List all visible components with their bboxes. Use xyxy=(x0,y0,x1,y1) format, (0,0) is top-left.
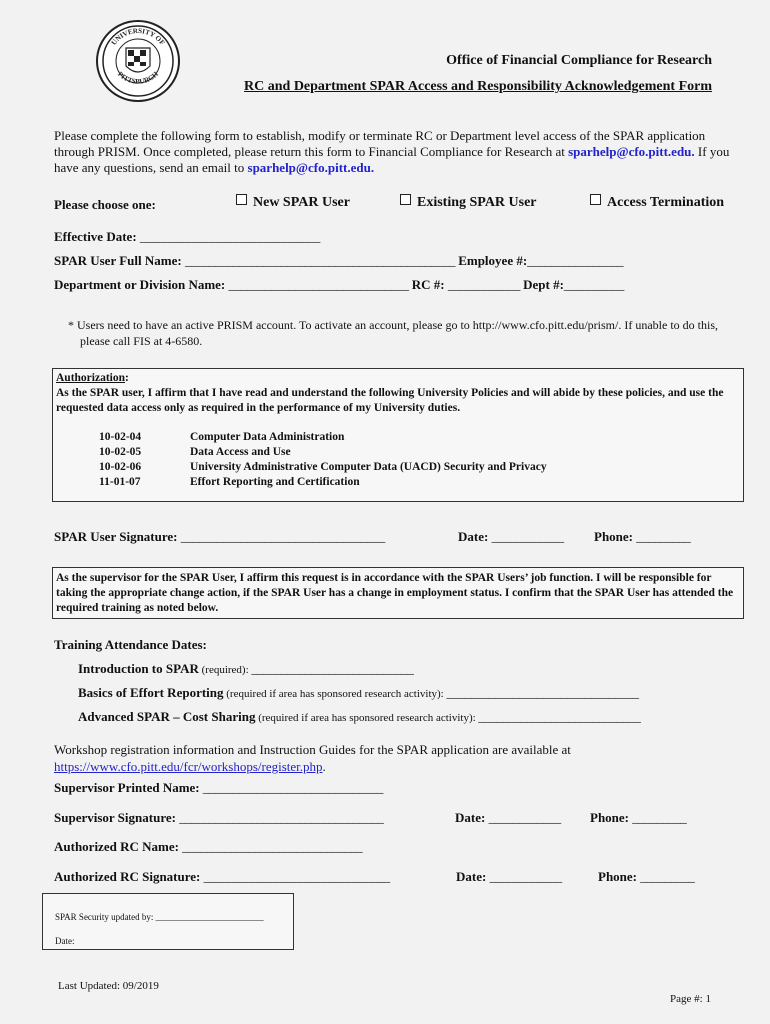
rc-name-row xyxy=(54,839,362,855)
training-blank[interactable]: ___________________________ xyxy=(251,661,414,676)
option-label: Access Termination xyxy=(607,195,725,210)
authorization-colon: : xyxy=(125,372,129,384)
policy-name: Data Access and Use xyxy=(190,446,291,458)
policy-codes xyxy=(99,430,141,490)
form-title: RC and Department SPAR Access and Responsibility Acknowledgement Form xyxy=(244,79,712,94)
workshop-link[interactable]: https://www.cfo.pitt.edu/fcr/workshops/register.php xyxy=(54,759,323,774)
authorization-text-block xyxy=(56,371,740,416)
policy-code: 10-02-05 xyxy=(99,446,142,458)
rc-date-label: Date: xyxy=(456,869,490,884)
security-date-label[interactable]: Date: xyxy=(55,936,75,946)
supervisor-phone-label: Phone: xyxy=(590,810,633,825)
prism-note: * Users need to have an active PRISM account. To activate an account, please go to http://www.cfo.pitt.edu/prism/. If unable to do this, please call FIS at 4-6580. xyxy=(68,318,718,348)
training-note: (required if area has sponsored research activity): xyxy=(223,688,447,700)
policy-name: Effort Reporting and Certification xyxy=(190,476,360,488)
security-updated-row xyxy=(55,912,264,922)
rc-number-label: RC #: xyxy=(411,277,448,292)
option-new-user[interactable] xyxy=(236,194,350,211)
supervisor-affirmation-text: As the supervisor for the SPAR User, I affirm this request is in accordance with the SPAR Users’ job function. I will be responsible for taking the appropriate change action, if the SPAR User has a change in employment status. I confirm that the SPAR User has attended the required training as noted below. xyxy=(56,572,734,614)
svg-text:PITTSBURGH: PITTSBURGH xyxy=(116,70,160,86)
svg-text:UNIVERSITY OF: UNIVERSITY OF xyxy=(109,26,167,47)
policy-name: Computer Data Administration xyxy=(190,431,345,443)
university-seal-logo xyxy=(96,20,180,102)
user-signature-blank[interactable]: __________________________________ xyxy=(180,529,385,544)
supervisor-phone-field xyxy=(590,810,686,826)
user-date-label: Date: xyxy=(458,529,492,544)
user-phone-blank[interactable]: _________ xyxy=(636,529,691,544)
policy-code: 11-01-07 xyxy=(99,476,141,488)
user-phone-field xyxy=(594,529,690,545)
user-phone-label: Phone: xyxy=(594,529,637,544)
training-label: Advanced SPAR – Cost Sharing xyxy=(78,709,256,724)
intro-text: Please complete the following form to establish, modify or terminate RC or Department level access of the SPAR application through PRISM. Once completed, please return this form to Financial Compliance for Research at xyxy=(54,128,706,159)
rc-date-field xyxy=(456,869,562,885)
training-intro-row xyxy=(78,661,413,677)
checkbox-access-termination[interactable] xyxy=(590,194,601,205)
supervisor-name-label: Supervisor Printed Name: xyxy=(54,780,203,795)
supervisor-date-label: Date: xyxy=(455,810,489,825)
security-updated-blank[interactable]: ________________________ xyxy=(155,912,264,922)
dept-number-blank[interactable]: __________ xyxy=(563,277,624,292)
supervisor-date-field xyxy=(455,810,561,826)
workshop-period: . xyxy=(322,759,326,774)
authorization-text: As the SPAR user, I affirm that I have read and understand the following University Policies and will abide by these policies, and use the requested data access only as required in the performance of my University duties. xyxy=(56,387,724,414)
rc-phone-blank[interactable]: _________ xyxy=(640,869,695,884)
supervisor-name-blank[interactable]: ______________________________ xyxy=(202,780,383,795)
training-effort-row xyxy=(78,685,638,701)
rc-phone-label: Phone: xyxy=(598,869,641,884)
option-access-termination[interactable] xyxy=(590,194,724,211)
choose-label: Please choose one: xyxy=(54,197,156,212)
checkbox-new-user[interactable] xyxy=(236,194,247,205)
last-updated: Last Updated: 09/2019 xyxy=(58,980,159,992)
rc-name-label: Authorized RC Name: xyxy=(54,839,183,854)
effective-date-label: Effective Date: xyxy=(54,229,140,244)
rc-name-blank[interactable]: ______________________________ xyxy=(182,839,363,854)
department-row xyxy=(54,277,624,293)
supervisor-affirmation-box xyxy=(52,567,744,619)
workshop-text: Workshop registration information and Instruction Guides for the SPAR application are available at xyxy=(54,742,571,757)
policy-code: 10-02-06 xyxy=(99,461,142,473)
rc-signature-blank[interactable]: _______________________________ xyxy=(203,869,390,884)
office-title: Office of Financial Compliance for Research xyxy=(446,53,712,68)
training-label: Introduction to SPAR xyxy=(78,661,199,676)
rc-phone-field xyxy=(598,869,694,885)
user-date-blank[interactable]: ____________ xyxy=(491,529,564,544)
authorization-box xyxy=(52,368,744,502)
rc-number-blank[interactable]: ____________ xyxy=(447,277,520,292)
department-label: Department or Division Name: xyxy=(54,277,229,292)
option-label: Existing SPAR User xyxy=(417,195,537,210)
workshop-paragraph xyxy=(54,741,734,775)
authorization-heading: Authorization xyxy=(56,372,125,384)
supervisor-phone-blank[interactable]: _________ xyxy=(632,810,687,825)
employee-label: Employee #: xyxy=(458,253,528,268)
seal-graphic xyxy=(98,22,178,100)
intro-text-2: If you have any questions, send an email to xyxy=(54,144,730,175)
policy-names xyxy=(190,430,547,490)
intro-period: . xyxy=(370,160,375,175)
training-cost-sharing-row xyxy=(78,709,640,725)
effective-date-field[interactable] xyxy=(54,229,320,245)
rc-signature-row xyxy=(54,869,390,885)
supervisor-signature-blank[interactable]: __________________________________ xyxy=(179,810,384,825)
supervisor-date-blank[interactable]: ____________ xyxy=(488,810,561,825)
checkbox-existing-user[interactable] xyxy=(400,194,411,205)
training-blank[interactable]: ___________________________ xyxy=(478,709,641,724)
supervisor-name-row xyxy=(54,780,383,796)
email-link[interactable]: sparhelp@cfo.pitt.edu. xyxy=(568,144,695,159)
intro-paragraph xyxy=(54,128,734,176)
supervisor-signature-label: Supervisor Signature: xyxy=(54,810,180,825)
security-updated-label: SPAR Security updated by: xyxy=(55,912,156,922)
option-label: New SPAR User xyxy=(253,195,350,210)
training-note: (required if area has sponsored research activity): xyxy=(255,712,479,724)
security-box xyxy=(42,893,294,950)
training-label: Basics of Effort Reporting xyxy=(78,685,224,700)
employee-blank[interactable]: ________________ xyxy=(527,253,624,268)
department-blank[interactable]: ______________________________ xyxy=(228,277,409,292)
option-existing-user[interactable] xyxy=(400,194,537,211)
user-signature-label: SPAR User Signature: xyxy=(54,529,181,544)
training-note: (required): xyxy=(198,664,252,676)
training-blank[interactable]: ________________________________ xyxy=(446,685,639,700)
policy-name: University Administrative Computer Data (UACD) Security and Privacy xyxy=(190,461,547,473)
supervisor-signature-row xyxy=(54,810,383,826)
user-signature-row xyxy=(54,529,385,545)
page-number: Page #: 1 xyxy=(670,993,711,1005)
full-name-row xyxy=(54,253,623,269)
training-heading: Training Attendance Dates: xyxy=(54,637,207,652)
rc-signature-label: Authorized RC Signature: xyxy=(54,869,204,884)
policy-code: 10-02-04 xyxy=(99,431,142,443)
dept-number-label: Dept #: xyxy=(523,277,564,292)
full-name-blank[interactable]: _____________________________________________ xyxy=(184,253,455,268)
user-date-field xyxy=(458,529,564,545)
full-name-label: SPAR User Full Name: xyxy=(54,253,185,268)
effective-date-blank[interactable]: ______________________________ xyxy=(139,229,320,244)
email-link-2[interactable]: sparhelp@cfo.pitt.edu xyxy=(247,160,371,175)
rc-date-blank[interactable]: ____________ xyxy=(489,869,562,884)
